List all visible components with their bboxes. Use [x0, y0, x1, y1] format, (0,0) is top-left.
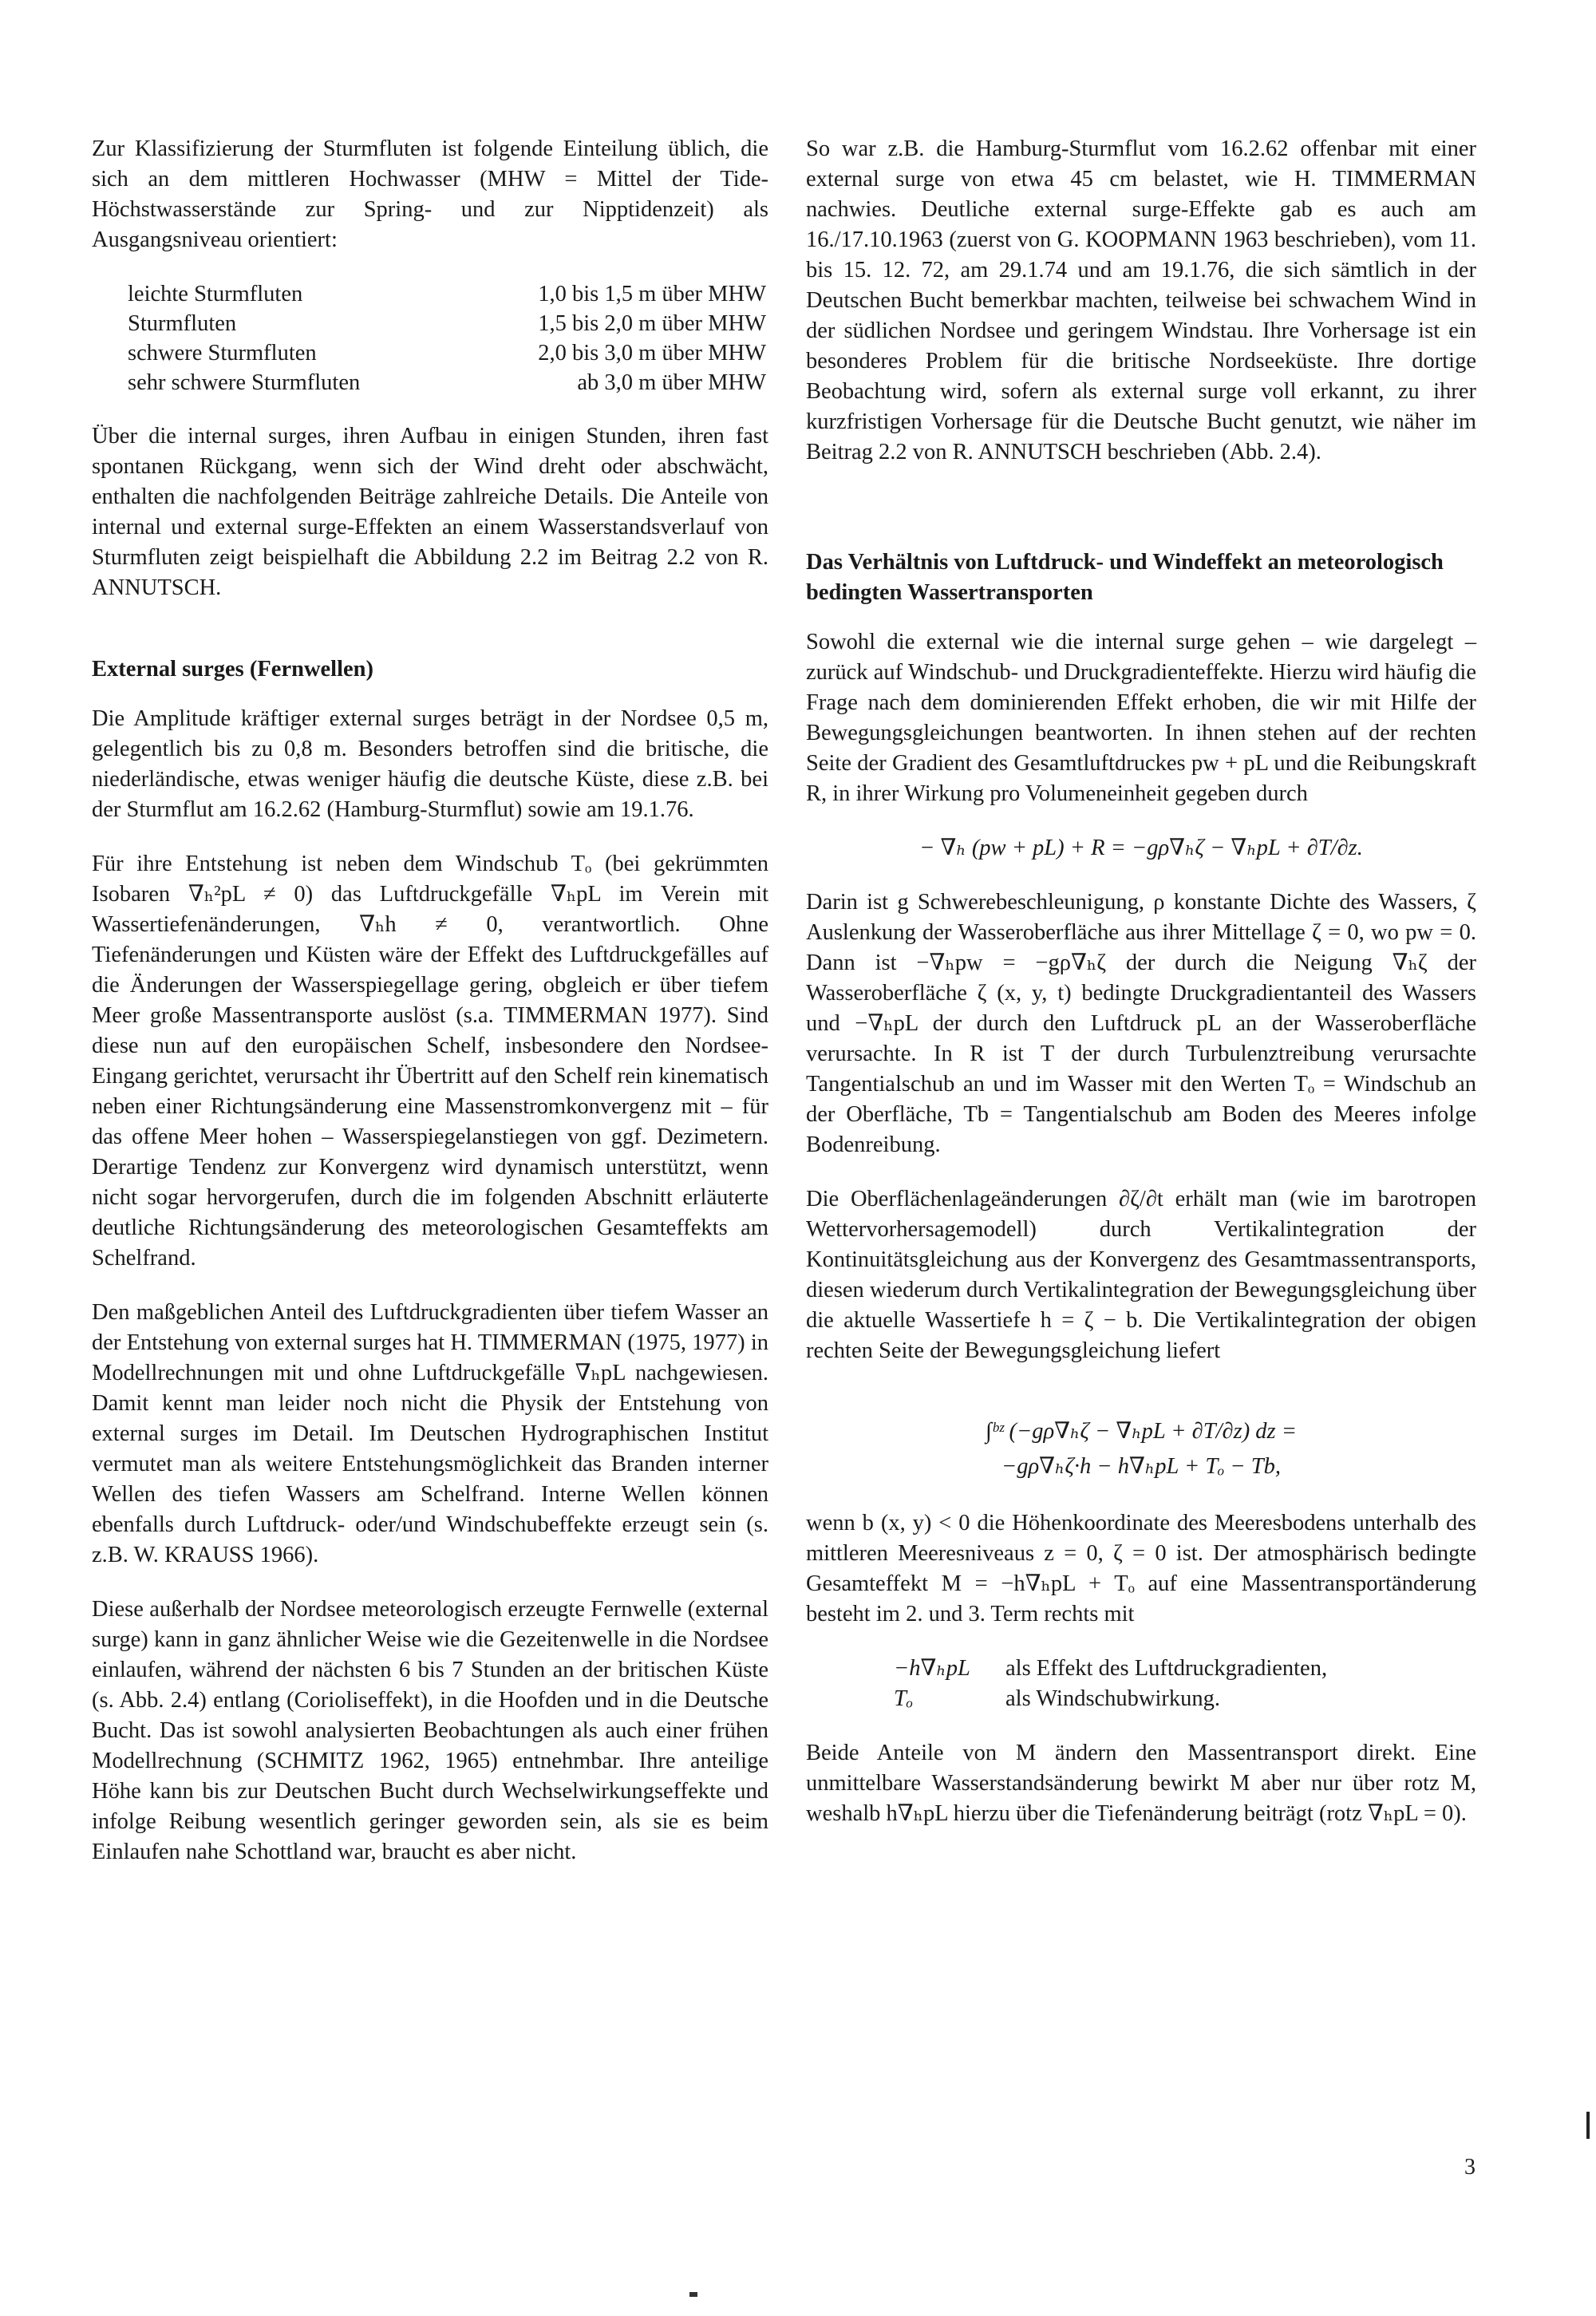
equation-motion: − ∇ₕ (pw + pL) + R = −gρ∇ₕζ − ∇ₕpL + ∂T/∂z.	[919, 836, 1363, 860]
list-symbol: −h∇ₕpL	[894, 1656, 970, 1681]
pressure-share-paragraph: Den maßgeblichen Anteil des Luftdruckgradienten über tiefem Wasser an der Entstehung von external surges hat H. TIMMERMAN (1975, 1977) in Modellrechnungen mit und ohne Luftdruckgefälle ∇ₕpL nachgewiesen. Damit kennt man leider noch nicht die Physik der Entstehung von external surges im Detail. Im Deutschen Hydrographischen Institut vermutet man als weitere Entstehungsmöglichkeit das Branden interner Wellen des tiefen Wassers am Schelfrand. Interne Wellen können ebenfalls durch Luftdruck- oder/und Windschubeffekte erzeugt sein (s. z.B. W. KRAUSS 1966).	[92, 1300, 768, 1567]
table-row	[128, 338, 766, 368]
wenn-paragraph: wenn b (x, y) < 0 die Höhenkoordinate des Meeresbodens unterhalb des mittleren Meeresniveaus z = 0, ζ = 0 ist. Der atmosphärisch bedingte Gesamteffekt M = −h∇ₕpL + Tₒ auf eine Massentransportänderung besteht im 2. und 3. Term rechts mit	[806, 1511, 1476, 1626]
class-value: 2,0 bis 3,0 m über MHW	[538, 341, 766, 366]
storm-surge-classification-table	[128, 279, 766, 397]
list-item	[894, 1654, 1476, 1684]
list-text: als Effekt des Luftdruckgradienten,	[1005, 1656, 1328, 1681]
left-column	[92, 134, 768, 1891]
equation-integral-line2: −gρ∇ₕζ·h − h∇ₕpL + Tₒ − Tb,	[1001, 1454, 1282, 1479]
list-text: als Windschubwirkung.	[1005, 1686, 1221, 1711]
amplitude-paragraph: Die Amplitude kräftiger external surges beträgt in der Nordsee 0,5 m, gelegentlich bis zu 0,8 m. Besonders betroffen sind die britische, die niederländische, etwas weniger häufig die deutsche Küste, diese z.B. bei der Sturmflut am 16.2.62 (Hamburg-Sturmflut) sowie am 19.1.76.	[92, 706, 768, 822]
both-surges-paragraph: Sowohl die external wie die internal surge gehen – wie dargelegt – zurück auf Windschub- und Druckgradienteffekte. Hierzu wird häufig die Frage nach dem dominierenden Effekt erhoben, die wir mit Hilfe der Bewegungsgleichungen beantworten. In ihnen stehen auf der rechten Seite der Gradient des Gesamtluftdruckes pw + pL und die Reibungskraft R, in ihrer Wirkung pro Volumeneinheit gegeben durch	[806, 630, 1476, 806]
surface-change-paragraph: Die Oberflächenlageänderungen ∂ζ/∂t erhält man (wie im barotropen Wettervorhersagemodell) durch Vertikalintegration der Kontinuitätsgleichung aus der Konvergenz des Gesamtmassentransports, diesen wiederum durch Vertikalintegration der Bewegungsgleichung über die aktuelle Wassertiefe h = ζ − b. Die Vertikalintegration der obigen rechten Seite der Bewegungsgleichung liefert	[806, 1187, 1476, 1363]
right-column	[806, 134, 1476, 1853]
table-row	[128, 279, 766, 309]
class-name: schwere Sturmfluten	[128, 341, 317, 366]
table-row	[128, 309, 766, 338]
external-surges-heading: External surges (Fernwellen)	[92, 657, 374, 682]
class-name: sehr schwere Sturmfluten	[128, 370, 361, 395]
hamburg-paragraph: So war z.B. die Hamburg-Sturmflut vom 16.2.62 offenbar mit einer external surge von etwa 45 cm belastet, wie H. TIMMERMAN nachwies. Deutliche external surge-Effekte gab es auch am 16./17.10.1963 (zuerst von G. KOOPMANN 1963 beschrieben), vom 11. bis 15. 12. 72, am 29.1.74 und am 19.1.76, die sich sämtlich in der Deutschen Bucht bemerkbar machten, teilweise bei schwachem Wind in der südlichen Nordsee und geringem Windstau. Ihre Vorhersage ist ein besonderes Problem für die britische Nordseeküste. Ihre dortige Beobachtung wird, sofern als external surge voll erkannt, zu ihrer kurzfristigen Vorhersage für die Deutsche Bucht genutzt, wie näher im Beitrag 2.2 von R. ANNUTSCH beschrieben (Abb. 2.4).	[806, 136, 1476, 464]
equation-integral	[806, 1414, 1476, 1484]
fernwelle-paragraph: Diese außerhalb der Nordsee meteorologisch erzeugte Fernwelle (external surge) kann in ganz ähnlicher Weise wie die Gezeitenwelle in die Nordsee einlaufen, während der nächsten 6 bis 7 Stunden an der britischen Küste (s. Abb. 2.4) entlang (Corioliseffekt), in die Hoofden und in die Deutsche Bucht. Das ist sowohl analysierten Beobachtungen als auch einer frühen Modellrechnung (SCHMITZ 1962, 1965) entnehmbar. Ihre anteilige Höhe kann bis zur Deutschen Bucht durch Wechselwirkungseffekte und infolge Reibung wesentlich geringer geworden sein, als sie es beim Einlaufen nahe Schottland war, braucht es aber nicht.	[92, 1597, 768, 1864]
margin-bar	[1586, 2112, 1590, 2139]
darin-paragraph: Darin ist g Schwerebeschleunigung, ρ konstante Dichte des Wassers, ζ Auslenkung der Wasseroberfläche aus ihrer Mittellage ζ = 0, wo pw = 0. Dann ist −∇ₕpw = −gρ∇ₕζ der durch die Neigung ∇ₕζ der Wasseroberfläche ζ (x, y, t) bedingte Druckgradientanteil des Wassers und −∇ₕpL der durch den Luftdruck pL an der Wasseroberfläche verursachte. In R ist T der durch Turbulenztreibung verursachte Tangentialschub an und im Wasser mit den Werten Tₒ = Windschub an der Oberfläche, Tb = Tangentialschub am Boden des Meeres infolge Bodenreibung.	[806, 890, 1476, 1157]
internal-surges-paragraph: Über die internal surges, ihren Aufbau in einigen Stunden, ihren fast spontanen Rückgang, wenn sich der Wind dreht oder abschwächt, enthalten die nachfolgenden Beiträge zahlreiche Details. Die Anteile von internal und external surge-Effekten an einem Wasserstandsverlauf von Sturmfluten zeigt beispielhaft die Abbildung 2.2 im Beitrag 2.2 von R. ANNUTSCH.	[92, 424, 768, 600]
list-symbol: Tₒ	[894, 1686, 913, 1711]
origin-paragraph: Für ihre Entstehung ist neben dem Windschub Tₒ (bei gekrümmten Isobaren ∇ₕ²pL ≠ 0) das Luftdruckgefälle ∇ₕpL im Verein mit Wassertiefenänderungen, ∇ₕh ≠ 0, verantwortlich. Ohne Tiefenänderungen und Küsten wäre der Effekt des Luftdruckgefälles auf die Änderungen der Wasserspiegellage gering, obgleich er über tiefem Meer große Massentransporte auslöst (s.a. TIMMERMAN 1977). Sind diese nun auf den europäischen Schelf, insbesondere den Nordsee-Eingang gerichtet, verursacht ihr Übertritt auf den Schelf rein kinematisch neben einer Richtungsänderung eine Massenstromkonvergenz mit – für das offene Meer hohen – Wasserspiegelanstiegen von ggf. Dezimetern. Derartige Tendenz zur Konvergenz wird dynamisch unterstützt, wenn nicht sogar hervorgerufen, durch die im folgenden Abschnitt erläuterte deutliche Richtungsänderung des meteorologischen Gesamteffekts am Schelfrand.	[92, 852, 768, 1271]
equation-integral-line1: ∫ᵇᶻ (−gρ∇ₕζ − ∇ₕpL + ∂T/∂z) dz =	[985, 1419, 1298, 1444]
table-row	[128, 368, 766, 397]
scan-mark	[689, 2292, 697, 2297]
intro-paragraph: Zur Klassifizierung der Sturmfluten ist folgende Einteilung üblich, die sich an dem mittleren Hochwasser (MHW = Mittel der Tide-Höchstwasserstände zur Spring- und zur Nipptidenzeit) als Ausgangsniveau orientiert:	[92, 136, 768, 252]
ratio-heading: Das Verhältnis von Luftdruck- und Windeffekt an meteorologisch bedingten Wassertransporten	[806, 550, 1444, 605]
class-value: 1,5 bis 2,0 m über MHW	[538, 311, 766, 336]
class-name: Sturmfluten	[128, 311, 237, 336]
beide-paragraph: Beide Anteile von M ändern den Massentransport direkt. Eine unmittelbare Wasserstandsänderung bewirkt M aber nur über rotz M, weshalb h∇ₕpL hierzu über die Tiefenänderung beiträgt (rotz ∇ₕpL = 0).	[806, 1741, 1476, 1826]
list-item	[894, 1684, 1476, 1714]
effect-list	[894, 1654, 1476, 1714]
class-value: 1,0 bis 1,5 m über MHW	[538, 282, 766, 306]
class-name: leichte Sturmfluten	[128, 282, 303, 306]
class-value: ab 3,0 m über MHW	[577, 370, 766, 395]
page-number: 3	[1464, 2155, 1476, 2180]
